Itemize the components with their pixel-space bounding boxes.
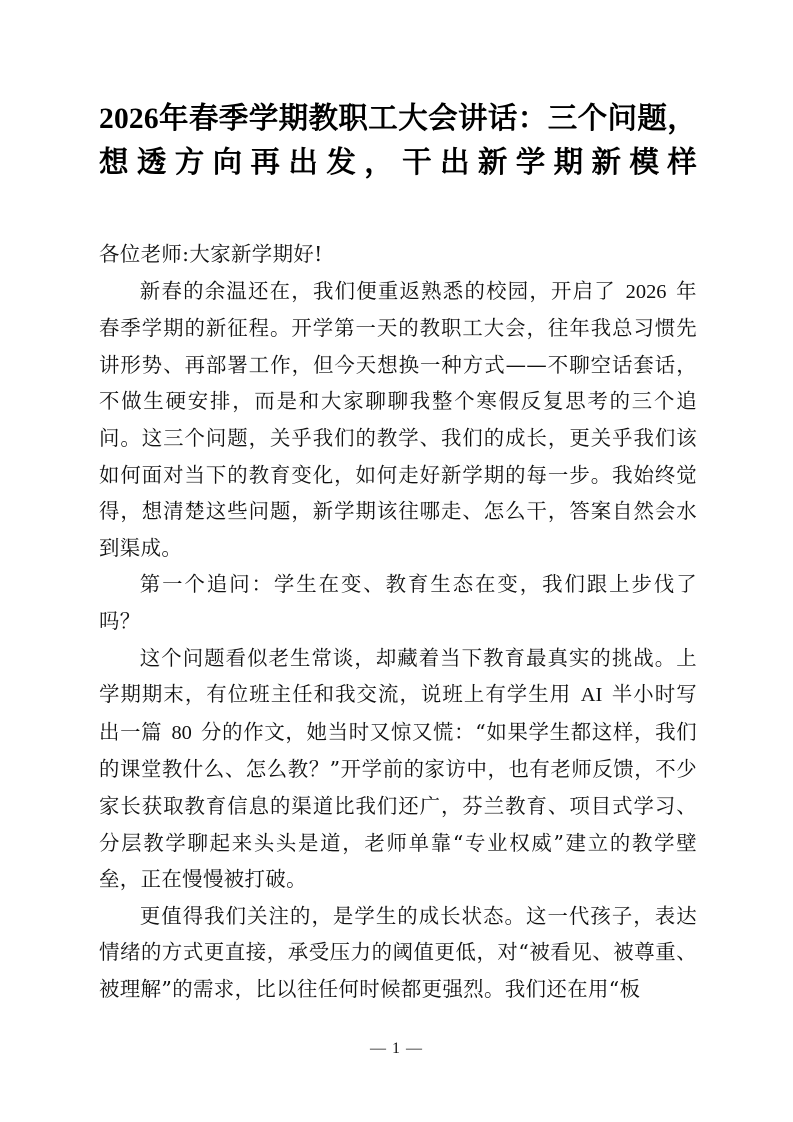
salutation-line: 各位老师:大家新学期好!: [99, 242, 323, 266]
paragraph-3: 这个问题看似老生常谈，却藏着当下教育最真实的挑战。上学期期末，有位班主任和我交流，说班上有学生用 AI 半小时写出一篇 80 分的作文，她当时又惊又慌：“如果学生都这样，我们的课堂教什么、怎么教？”开学前的家访中，也有老师反馈，不少家长获取教育信息的渠道比我们还广，芬兰教育、项目式学习、分层教学聊起来头头是道，老师单靠“专业权威”建立的教学壁垒，正在慢慢被打破。: [99, 645, 697, 892]
document-body: [99, 236, 697, 1007]
paragraph-2: 第一个追问：学生在变、教育生态在变，我们跟上步伐了吗？: [99, 572, 697, 633]
page-title: 2026年春季学期教职工大会讲话：三个问题，想透方向再出发，干出新学期新模样: [99, 103, 697, 179]
paragraph-4: 更值得我们关注的，是学生的成长状态。这一代孩子，表达情绪的方式更直接，承受压力的阈值更低，对“被看见、被尊重、被理解”的需求，比以往任何时候都更强烈。我们还在用“板: [99, 903, 697, 1001]
page-number-footer: — 1 —: [370, 1040, 423, 1057]
paragraph-1: 新春的余温还在，我们便重返熟悉的校园，开启了 2026 年春季学期的新征程。开学第一天的教职工大会，往年我总习惯先讲形势、再部署工作，但今天想换一种方式——不聊空话套话，不做生硬安排，而是和大家聊聊我整个寒假反复思考的三个追问。这三个问题，关乎我们的教学、我们的成长，更关乎我们该如何面对当下的教育变化，如何走好新学期的每一步。我始终觉得，想清楚这些问题，新学期该往哪走、怎么干，答案自然会水到渠成。: [99, 278, 697, 560]
